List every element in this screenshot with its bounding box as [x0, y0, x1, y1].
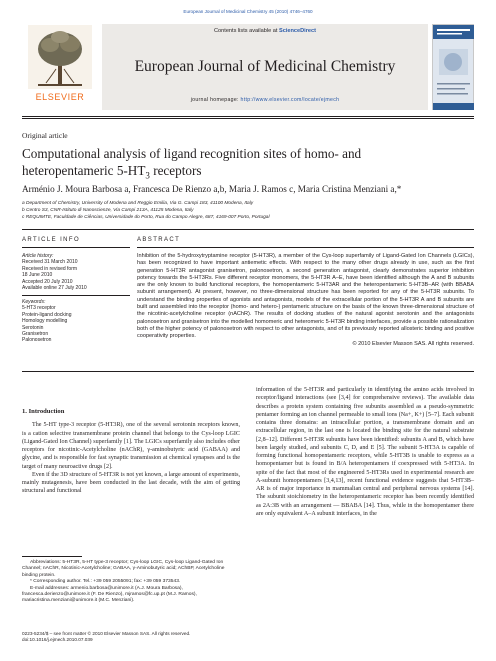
keyword-item: 5-HT3 receptor — [22, 305, 56, 312]
footnote-abbreviations: Abbreviations: 5-HT3R, 5-HT type-3 receptor; Cys-loop LGIC, Cys-loop Ligand-Gated Ion Channel; nAChR, Nicotinic-Acetylcholine; GABAA, γ-Aminobutyric acid; AChBP, Acetylcholine binding protein. — [22, 560, 225, 578]
affiliation-c: c REQUIMTE, Faculdade de Ciências, Universidade do Porto, Rua do Campo Alegre, 687, 4169-007 Porto, Portugal — [22, 215, 270, 220]
abstract-end-rule — [22, 371, 474, 372]
contents-line — [102, 28, 428, 34]
homepage-prefix: journal homepage: — [190, 97, 241, 103]
keywords-label: Keywords: — [22, 299, 46, 306]
article-info-heading: ARTICLE INFO — [22, 237, 81, 243]
journal-cover-icon — [433, 25, 474, 110]
abstract — [137, 253, 474, 348]
title-subscript: 3 — [145, 170, 150, 181]
intro-paragraph-1: The 5-HT type-3 receptor (5-HT3R), one of the several serotonin receptors known, is a cation selective transmembrane protein channel that belongs to the Cys-loop LGIC (Ligand-Gated Ion Channel) superfamily [1]. The LGICs superfamily also includes other receptors for nicotinic-Acetylcholine (nAChR), γ-aminobutyric acid (GABAA) and glycine, and is responsible for fast synaptic transmission at chemical synapses and is the target of many neuroactive drugs [2]. — [22, 422, 240, 470]
contents-prefix: Contents lists available at — [214, 28, 279, 34]
elsevier-logo — [22, 22, 98, 110]
right-column — [256, 386, 474, 518]
journal-homepage — [102, 97, 428, 103]
elsevier-wordmark: ELSEVIER — [35, 92, 85, 102]
article-title — [22, 145, 474, 185]
info-rule — [22, 247, 130, 248]
keyword-item: Protein-ligand docking — [22, 311, 72, 318]
footnotes — [22, 560, 240, 605]
affiliations — [22, 200, 474, 221]
journal-cover-thumbnail — [432, 24, 474, 110]
title-line-2: heteropentameric 5-HT — [22, 163, 146, 178]
keyword-item: Palonosetron — [22, 337, 52, 344]
author-list: Arménio J. Moura Barbosa a, Francesca De Rienzo a,b, Maria J. Ramos c, Maria Cristina Menziani a,* — [22, 184, 402, 194]
homepage-url[interactable]: http://www.elsevier.com/locate/ejmech — [240, 97, 340, 103]
title-line-1: Computational analysis of ligand recognition sites of homo- and — [22, 146, 362, 161]
keyword-item: Homology modelling — [22, 318, 68, 325]
article-info — [22, 253, 130, 344]
elsevier-tree-icon — [28, 25, 92, 89]
abstract-copyright: © 2010 Elsevier Masson SAS. All rights reserved. — [352, 340, 474, 347]
history-received: Received 31 March 2010 — [22, 259, 78, 266]
journal-reference: European Journal of Medicinal Chemistry 45 (2010) 4746–4760 — [183, 9, 313, 14]
journal-header — [22, 22, 474, 112]
keyword-item: Granisetron — [22, 331, 49, 338]
intro-paragraph-2: Even if the 3D structure of 5-HT3R is not yet known, a large amount of experiments, mainly mutagenesis, have been conducted in the last decade, with the aim of getting structural and functional — [22, 471, 240, 495]
header-rule-thin — [22, 118, 474, 119]
publication-info — [22, 631, 240, 643]
footnote-corresponding: * Corresponding author. Tel.: +39 059 2055091; fax: +39 059 373543. — [30, 579, 181, 585]
issn-line: 0223-5234/$ – see front matter © 2010 Elsevier Masson SAS. All rights reserved. — [22, 631, 191, 636]
article-type: Original article — [22, 131, 68, 140]
footnote-emails: E-mail addresses: armenio.barbosa@unimore.it (A.J. Moura Barbosa), francesca.derienzo@unimore.it (F. De Rienzo), mjramos@fc.up.pt (M.J. Ramos), mariacristina.menziani@unimore.it (M.C. Menziani). — [22, 585, 197, 604]
history-accepted: Accepted 20 July 2010 — [22, 278, 73, 285]
footnote-rule — [22, 556, 82, 557]
affiliation-a: a Department of Chemistry, University of Modena and Reggio Emilia, Via G. Campi 183, 41100 Modena, Italy — [22, 201, 254, 206]
history-revised-date: 18 June 2010 — [22, 272, 53, 279]
affiliation-rule — [22, 229, 474, 230]
history-revised: Received in revised form — [22, 265, 78, 272]
abstract-heading: ABSTRACT — [137, 237, 181, 243]
keyword-item: Serotonin — [22, 324, 44, 331]
doi-link[interactable]: doi:10.1016/j.ejmech.2010.07.039 — [22, 637, 93, 643]
header-rule — [22, 116, 474, 117]
title-end: receptors — [149, 163, 202, 178]
abstract-rule — [137, 247, 474, 248]
introduction-heading: 1. Introduction — [22, 408, 65, 415]
affiliation-b: b Centro S3, CNR-Istituto di Nanoscienze, Via Campi 213A, 41125 Modena, Italy — [22, 208, 194, 213]
history-label: Article history: — [22, 253, 54, 259]
left-column — [22, 408, 240, 496]
sciencedirect-link[interactable]: ScienceDirect — [278, 28, 316, 34]
journal-title: European Journal of Medicinal Chemistry — [134, 58, 396, 75]
keywords-rule — [22, 295, 130, 296]
history-online: Available online 27 July 2010 — [22, 285, 87, 292]
intro-paragraph-3: information of the 5-HT3R and particularly in identifying the amino acids involved in receptor/ligand interactions (see [3,4] for comprehensive reviews). The available data describes a protein system containing five subunits assembled as a pseudo-symmetric pentamer forming an ion channel permeable to small ions (Na+, K+) [5–7]. Each subunit contains three domains: an intracellular portion, a transmembrane domain and an extracellular region, in the last one is located the binding site for the natural substrate [2,8–12]. Different 5-HT3R subunits have been identified: subunits A and B, which have been largely studied, and subunits C, D, and E [5]. The subunit 5-HT3A is capable of forming functional homopentameric receptors, while 5-HT3B is unable to express as a homopentamer but is found in B/A heteropentamers if coexpressed with 5-HT3A. In spite of the fact that most of the engineered 5-HT3Rs used in experimental research are A-subunit homopentamers [3,4,13], recent functional evidence suggests that 5-HT3B–AR is of major importance in mammalian central and peripheral nervous systems [14]. The subunit stoichiometry in the heteropentameric receptor has been recently identified as 2A:3B with an arrangement — BBABA [14]. Thus, while in the homopentamer there are only equivalent A–A subunit interfaces, in the — [256, 387, 474, 517]
abstract-text: Inhibition of the 5-hydroxytryptamine receptor (5-HT3R), a member of the Cys-loop superfamily of Ligand-Gated Ion Channels (LGICs), has been recognized to have important antiemetic effects. With respect to the many other drugs already in use, such as the first generation 5-HT3R antagonist granisetron, palonosetron, a second generation antagonist, clearly demonstrates superior inhibition potency towards the 5-HT3Rs. Five different receptor monomers, the 5-HT3R A–E, have been identified although the A and B subunits are the only known to build functional receptors, the homopentameric 5-HT3AR and the heteropentameric 5-HT3B–AR (with BBABA subunit arrangement). At present, however, no three-dimensional structure has been reported for any of the 5-HT3R subunits. To understand the binding properties of agonists and antagonists, models of the extracellular portion of the 5-HT3R A and B subunits are built and assembled into the receptor (homo- and hetero-) pentameric structure on the basis of the known three-dimensional structure of the nicotinic-acetylcholine receptor (nAChR). The results of docking studies of the natural agonist serotonin and the antagonists palonosetron and granisetron into the modelled homomeric and heteromeric 5-HT3R binding interfaces, provide a possible rationalization both of the higher potency of palonosetron with respect to other antagonists, and of its previously reported allosteric binding and positive cooperativity properties. — [137, 253, 474, 340]
